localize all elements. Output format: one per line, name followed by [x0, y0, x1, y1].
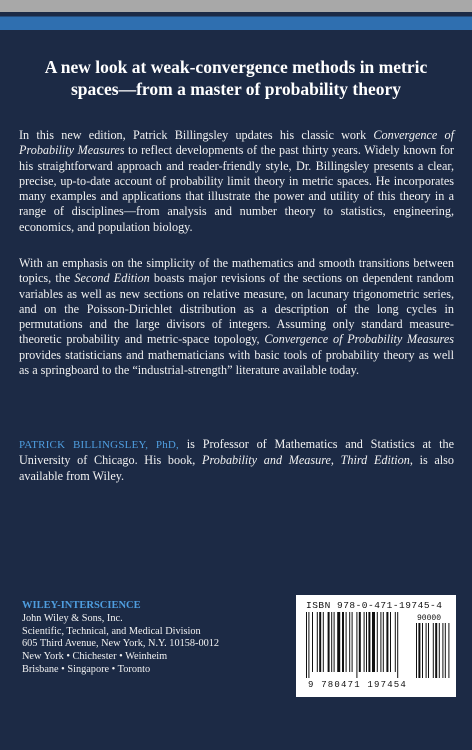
para1-text-b: to reflect developments of the past thirty years. Widely known for his straightforward approach and reader-friendly style, Dr. Billingsley presents a clear, precise, up-to-date account of probability limit theory in metric spaces. He incorporates many examples and applications that illustrate the power and utility of this theory in a range of disciplines—from analysis and number theory to statistics, engineering, economics, and population biology. [19, 143, 454, 234]
para2-book-title: Convergence of Probability Measures [264, 332, 454, 347]
barcode-digits: 9 780471 197454 [308, 680, 408, 690]
barcode-bar [397, 612, 398, 678]
barcode-bar [380, 612, 381, 672]
barcode-bar [323, 612, 324, 672]
author-other-book-title: Probability and Measure, Third Edition [202, 453, 410, 468]
barcode-addon-bar [442, 623, 443, 678]
author-bio-text-a: is Professor of Mathematics and Statistics at the University of Chicago. His book, [19, 437, 454, 468]
barcode-bar [352, 612, 353, 672]
publisher-imprint: WILEY-INTERSCIENCE [22, 600, 141, 611]
barcode-bar [372, 612, 375, 672]
barcode-bar [395, 612, 396, 672]
isbn-number: ISBN 978-0-471-19745-4 [306, 600, 443, 611]
barcode-bar [349, 612, 350, 672]
para2-edition-name: Second Edition [74, 271, 150, 286]
barcode-addon-bar [433, 623, 434, 678]
para1-text-a: In this new edition, Patrick Billingsley updates his classic work [19, 128, 374, 142]
barcode-bar [383, 612, 384, 672]
para2-text-a: With an emphasis on the simplicity of the mathematics and smooth transitions between topics, the [19, 256, 454, 286]
para2-text-b: boasts major revisions of the sections on dependent random variables as well as new sections on relative measure, on lacunary trigonometric series, and on the Poisson-Dirichlet distribution as a description of the long cycles in permutations and the large divisors of integers. Assuming only standard measure-theoretic probability and metric-space topology, [19, 271, 454, 347]
barcode-addon-bar [445, 623, 446, 678]
barcode-bar [308, 612, 309, 678]
barcode-addon-bar [416, 623, 417, 678]
barcode-addon-bar [435, 623, 437, 678]
para2-text-c: provides statisticians and mathematicians with basic tools of probability theory as well as a springboard to the “industrial-strength” literature available today. [19, 347, 454, 378]
barcode-addon-bar [418, 623, 420, 678]
barcode-bar [331, 612, 332, 672]
cover-headline [18, 56, 454, 100]
barcode-addon-bar [448, 623, 449, 678]
barcode-bar [377, 612, 378, 672]
barcode-bar [368, 612, 370, 672]
publisher-line: John Wiley & Sons, Inc. [22, 612, 123, 624]
barcode-addon-bar [426, 623, 427, 678]
publisher-line: Brisbane • Singapore • Toronto [22, 663, 151, 675]
publisher-line: New York • Chichester • Weinheim [22, 651, 168, 663]
headline-line-2: spaces—from a master of probability theory [70, 79, 402, 99]
barcode-icon [304, 612, 450, 680]
barcode-bar [386, 612, 388, 672]
barcode-bar [359, 612, 361, 672]
barcode-bar [356, 612, 357, 678]
author-bio-paragraph [19, 437, 454, 484]
publisher-info [22, 600, 282, 677]
barcode-bar [319, 612, 321, 672]
isbn-barcode-panel [296, 595, 456, 697]
barcode-bar [337, 612, 340, 672]
barcode-bar [312, 612, 313, 672]
barcode-bar [342, 612, 344, 672]
publisher-line: 605 Third Avenue, New York, N.Y. 10158-0012 [22, 638, 220, 650]
price-code: 90000 [417, 614, 442, 623]
publisher-line: Scientific, Technical, and Medical Division [22, 625, 201, 637]
barcode-bar [334, 612, 335, 672]
barcode-addon-bar [439, 623, 440, 678]
author-name: PATRICK BILLINGSLEY, PhD, [19, 439, 179, 451]
author-bio-text-b: , is also available from Wiley. [19, 453, 455, 483]
description-paragraph-2 [19, 256, 454, 378]
barcode-bar [366, 612, 367, 672]
description-paragraph-1 [19, 128, 454, 235]
barcode-bar [346, 612, 347, 672]
barcode-addon-bar [428, 623, 429, 678]
para1-book-title: Convergence of Probability Measures [19, 128, 454, 158]
barcode-bar [328, 612, 330, 672]
barcode-bar [364, 612, 365, 672]
barcode-bar [317, 612, 318, 672]
top-color-band [0, 0, 472, 30]
barcode-bar [306, 612, 307, 678]
barcode-addon-bar [422, 623, 423, 678]
headline-line-1: A new look at weak-convergence methods in metric [44, 57, 428, 77]
barcode-bar [390, 612, 391, 672]
